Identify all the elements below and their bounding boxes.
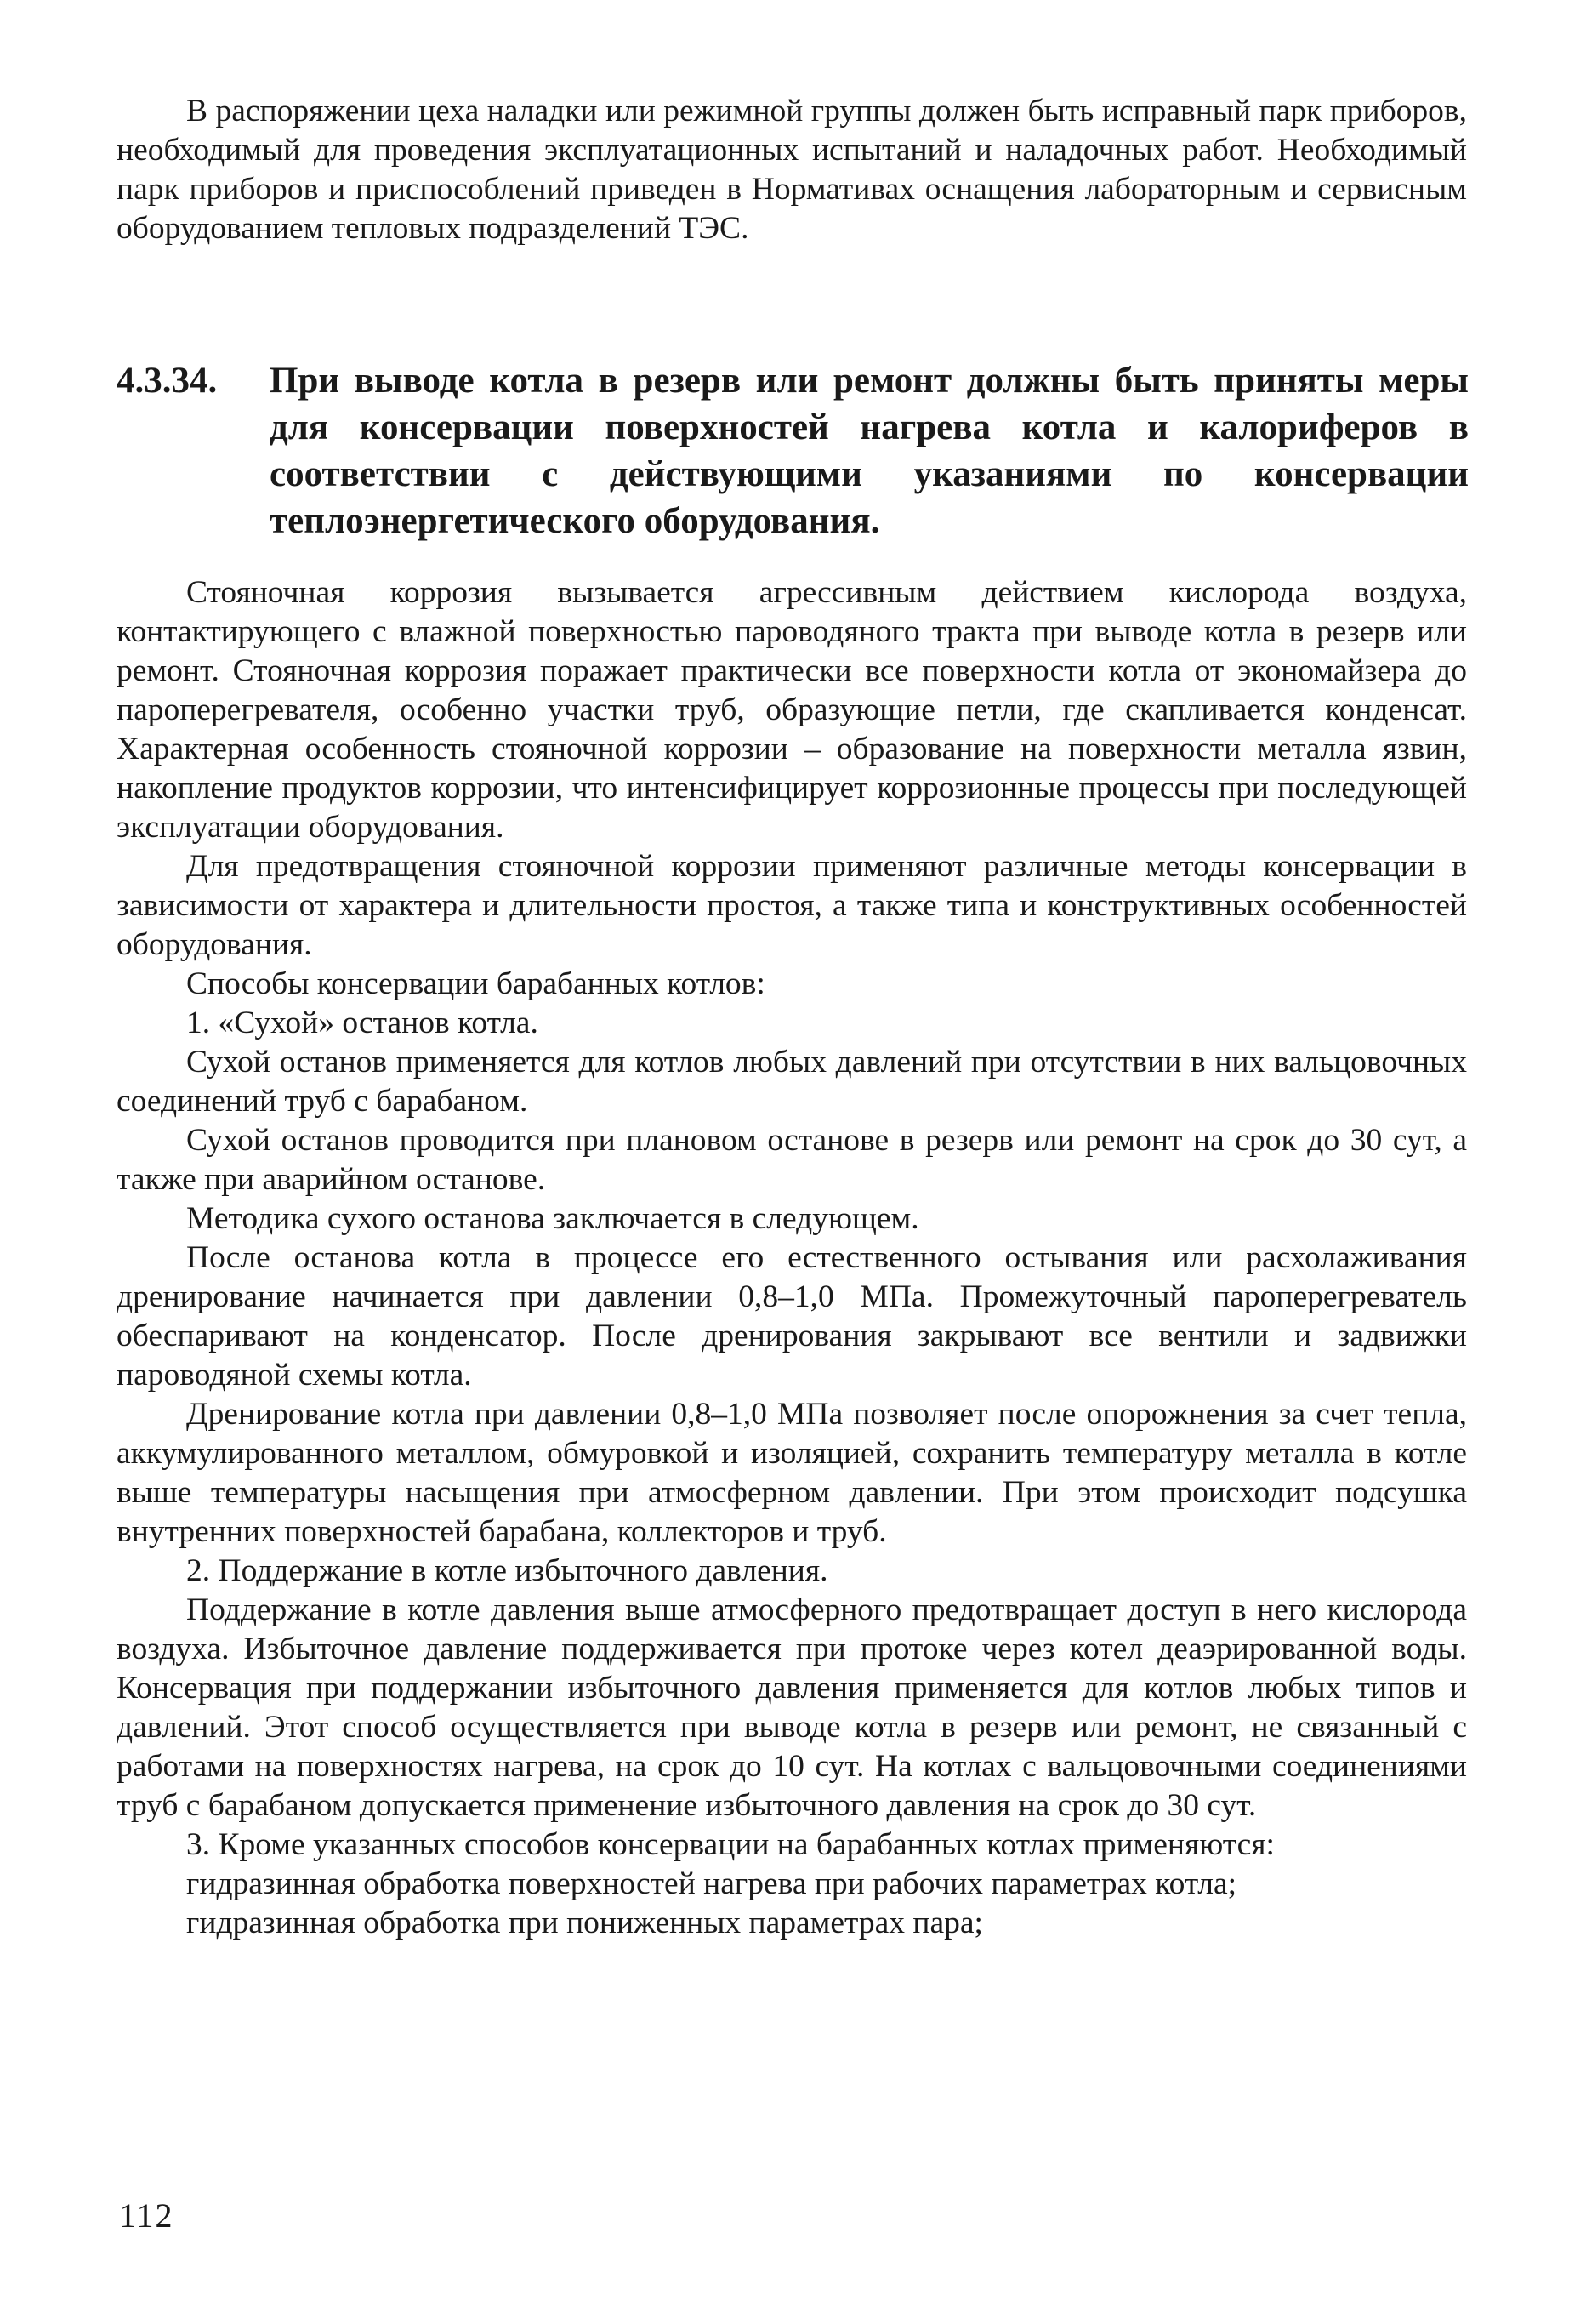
paragraph-drainage: После останова котла в процессе его естественного остывания или расхолаживания дренирование начинается при давлении 0,8–1,0 МПа. Промежуточный пароперегреватель обеспаривают на конденсатор. После дренирования закрывают все вентили и задвижки пароводяной схемы котла. — [117, 1240, 1467, 1393]
other-methods-sub-1: гидразинная обработка поверхностей нагрева при рабочих параметрах котла; — [186, 1866, 1237, 1901]
section-heading: При выводе котла в резерв или ремонт должны быть приняты меры для консервации поверхностей нагрева котла и калориферов в соответствии с действующими указаниями по консервации теплоэнергетического оборудования. — [270, 361, 1469, 541]
paragraph-corrosion: Стояночная коррозия вызывается агрессивным действием кислорода воздуха, контактирующего с влажной поверхностью пароводяного тракта при выводе котла в резерв или ремонт. Стояночная коррозия поражает практически все поверхности котла от экономайзера до пароперегревателя, особенно участки труб, образующие петли, где скапливается конденсат. Характерная особенность стояночной коррозии – образование на поверхности металла язвин, накопление продуктов коррозии, что интенсифицирует коррозионные процессы при последующей эксплуатации оборудования. — [117, 575, 1467, 845]
list-item-overpressure: 2. Поддержание в котле избыточного давления. — [186, 1553, 828, 1588]
paragraph-dry-shutdown-method: Методика сухого останова заключается в следующем. — [186, 1201, 919, 1236]
paragraph-overpressure: Поддержание в котле давления выше атмосферного предотвращает доступ в него кислорода воздуха. Избыточное давление поддерживается при протоке через котел деаэрированной воды. Консервация при поддержании избыточного давления применяется для котлов любых типов и давлений. Этот способ осуществляется при выводе котла в резерв или ремонт, не связанный с работами на поверхностях нагрева, на срок до 10 сут. На котлах с вальцовочными соединениями труб с барабаном допускается применение избыточного давления на срок до 30 сут. — [117, 1592, 1467, 1823]
body-block — [117, 573, 1467, 1943]
paragraph-prevention: Для предотвращения стояночной коррозии применяют различные методы консервации в зависимости от характера и длительности простоя, а также типа и конструктивных особенностей оборудования. — [117, 849, 1467, 962]
other-methods-sub-2: гидразинная обработка при пониженных параметрах пара; — [186, 1905, 983, 1940]
section-number: 4.3.34. — [117, 361, 218, 401]
section-4-3-34 — [117, 357, 1469, 544]
intro-block — [117, 92, 1467, 248]
list-item-dry-shutdown: 1. «Сухой» останов котла. — [186, 1005, 538, 1040]
paragraph-dry-shutdown-scope: Сухой останов применяется для котлов любых давлений при отсутствии в них вальцовочных соединений труб с барабаном. — [117, 1045, 1467, 1119]
other-methods-lead: 3. Кроме указанных способов консервации на барабанных котлах применяются: — [186, 1827, 1275, 1862]
paragraph-drainage-effect: Дренирование котла при давлении 0,8–1,0 МПа позволяет после опорожнения за счет тепла, аккумулированного металлом, обмуровкой и изоляцией, сохранить температуру металла в котле выше температуры насыщения при атмосферном давлении. При этом происходит подсушка внутренних поверхностей барабана, коллекторов и труб. — [117, 1397, 1467, 1549]
paragraph-dry-shutdown-term: Сухой останов проводится при плановом останове в резерв или ремонт на срок до 30 сут, а также при аварийном останове. — [117, 1123, 1467, 1197]
list-item-other-methods — [117, 1826, 1467, 1943]
intro-paragraph: В распоряжении цеха наладки или режимной группы должен быть исправный парк приборов, необходимый для проведения эксплуатационных испытаний и наладочных работ. Необходимый парк приборов и приспособлений приведен в Нормативах оснащения лабораторным и сервисным оборудованием тепловых подразделений ТЭС. — [117, 94, 1467, 246]
page-number: 112 — [119, 2196, 174, 2235]
paragraph-methods-intro: Способы консервации барабанных котлов: — [186, 966, 765, 1001]
